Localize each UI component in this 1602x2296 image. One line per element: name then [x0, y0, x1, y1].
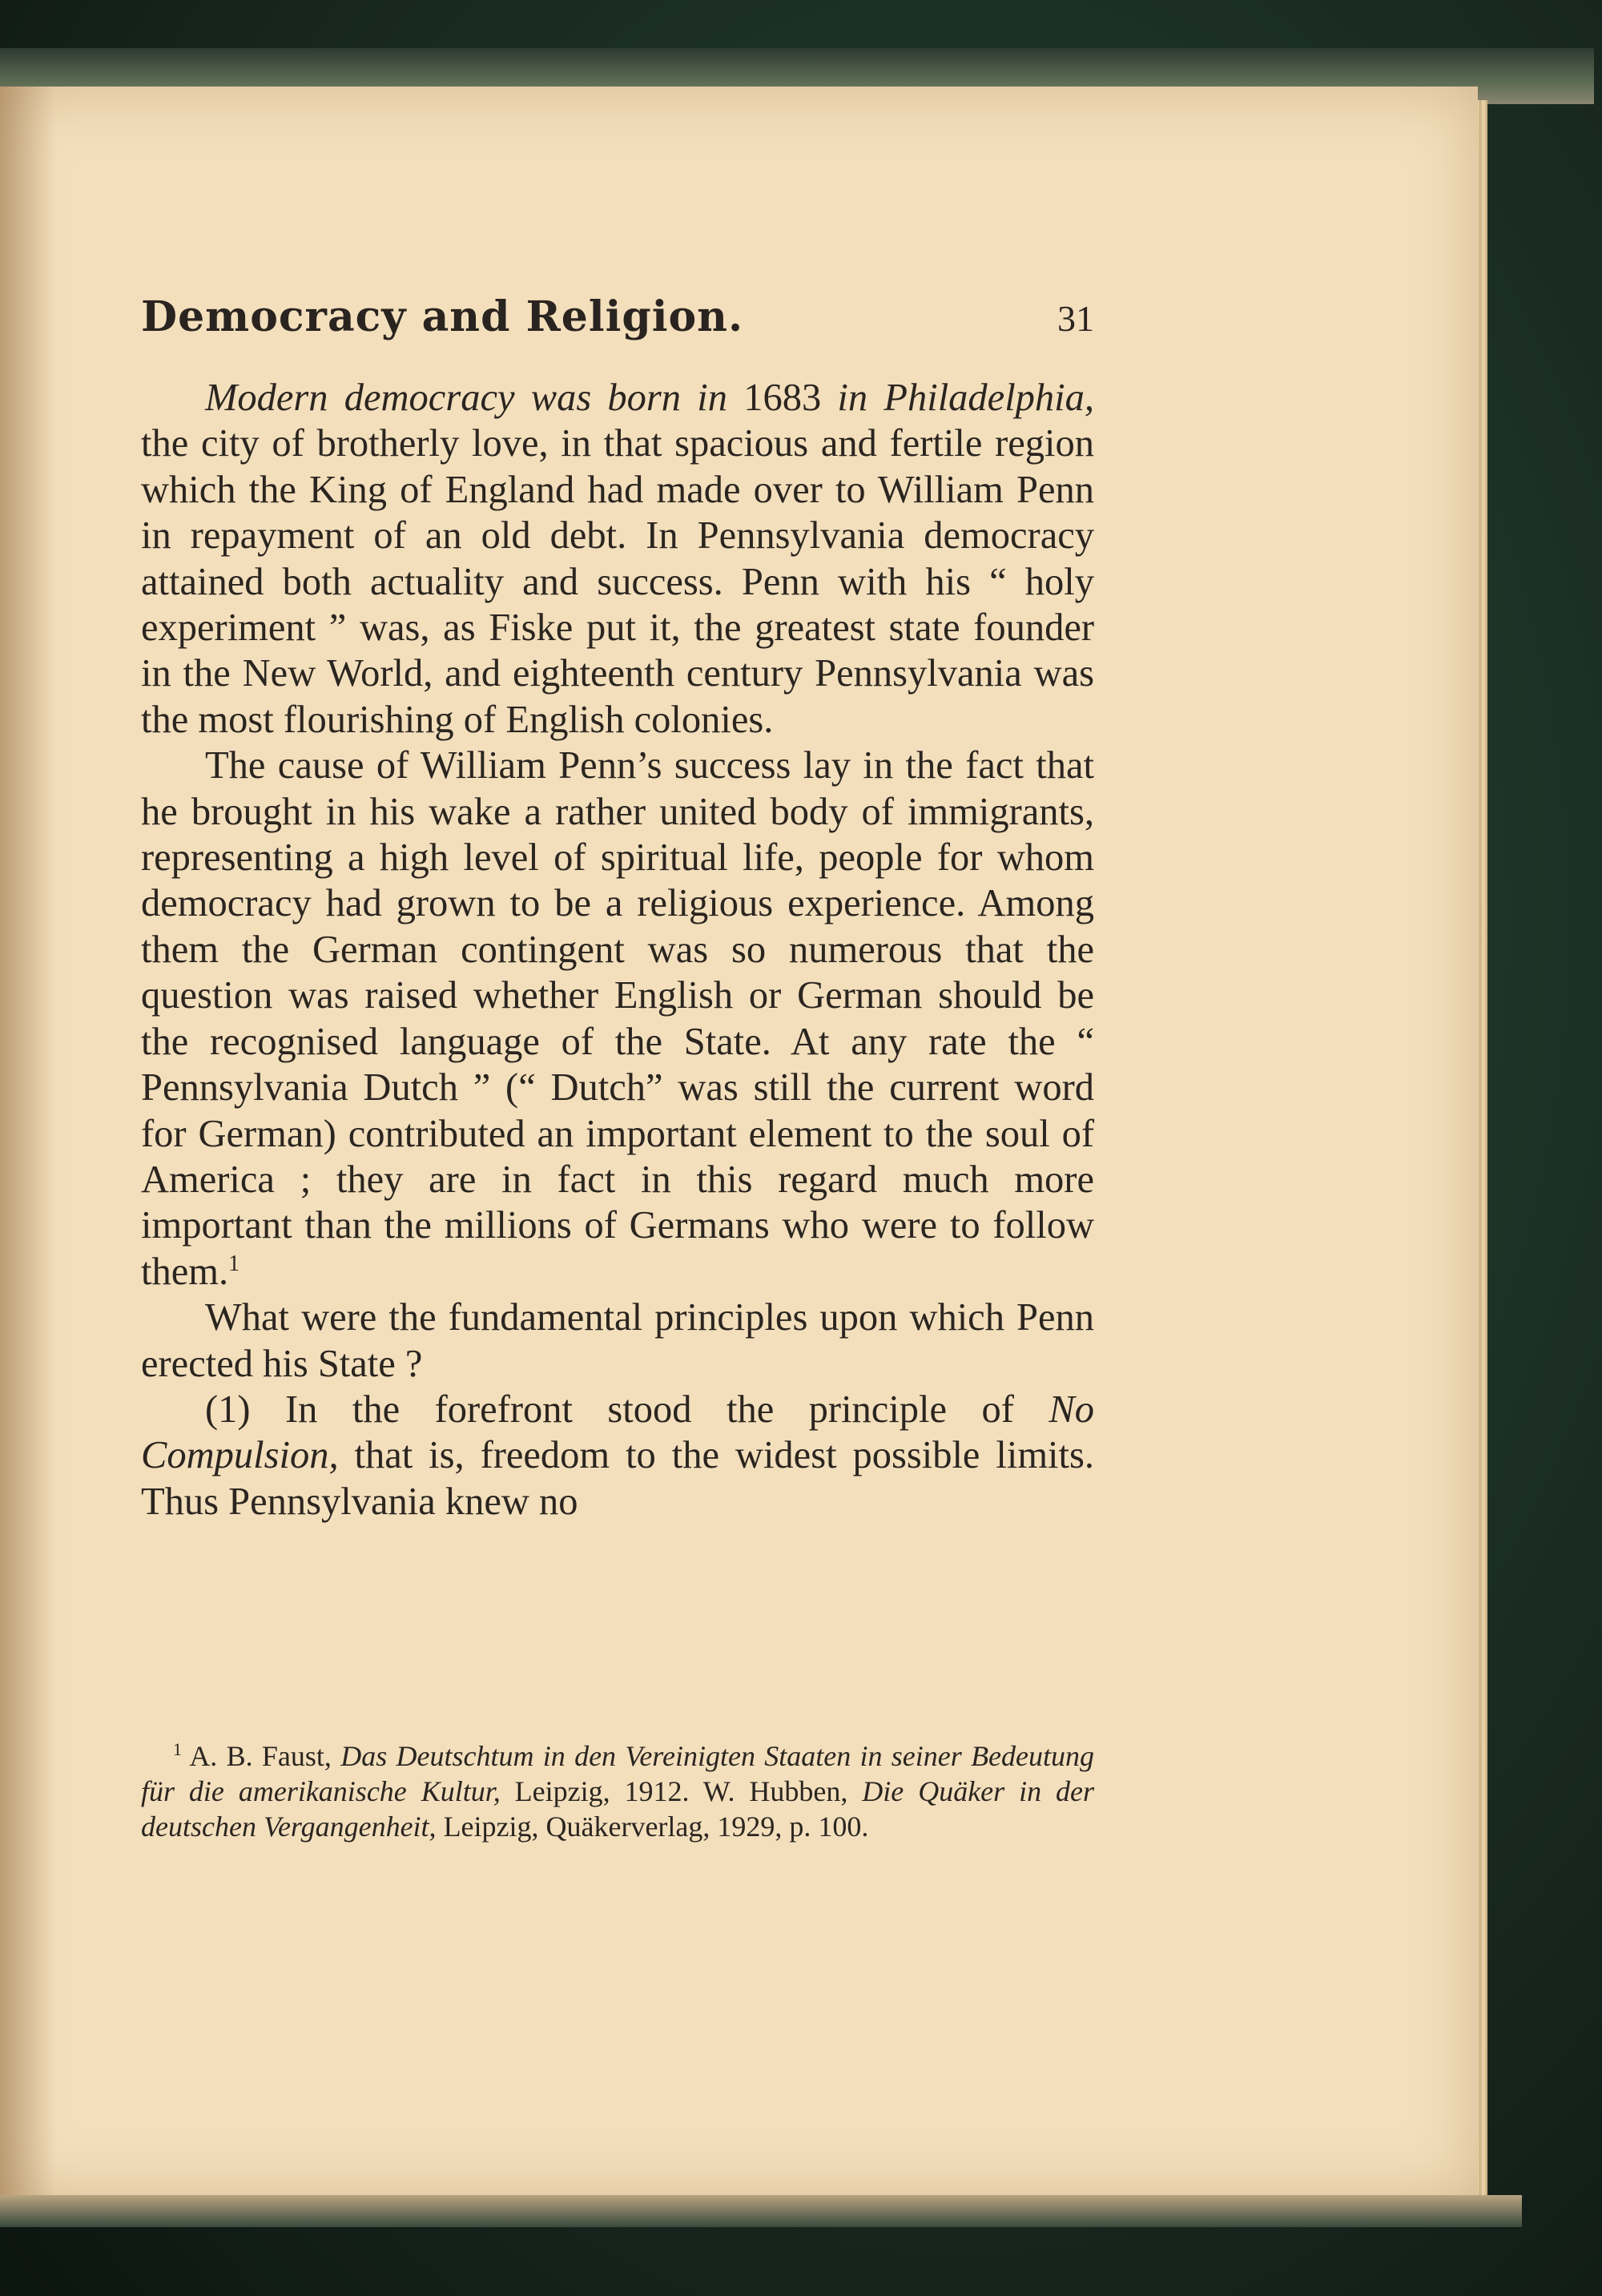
paragraph-3	[141, 1295, 1094, 1387]
paragraph-4-lead: (1) In the forefront stood the principle of	[205, 1388, 1014, 1431]
page-gutter-shadow	[0, 87, 56, 2201]
page-header	[141, 292, 1094, 340]
paragraph-4	[141, 1387, 1094, 1525]
paragraph-2	[141, 743, 1094, 1295]
footnote	[141, 1738, 1094, 1844]
paragraph-4-italic: No Compulsion,	[141, 1388, 1094, 1477]
paragraph-3-text: What were the fundamental principles upon which Penn erected his State ?	[141, 1296, 1094, 1385]
footnote-mid: Leipzig, 1912. W. Hubben,	[514, 1775, 848, 1807]
footnote-lead: A. B. Faust,	[189, 1740, 332, 1772]
book-bottom-edge	[0, 2195, 1522, 2227]
footnote-title-1: Das Deutschtum in den Vereinigten Staaten in seiner Bedeutung für die amerikanische Kultur,	[141, 1740, 1095, 1807]
footnote-title-2: Die Quäker in der deutschen Vergangenheit,	[141, 1775, 1094, 1843]
body-text	[141, 375, 1094, 1525]
footnote-text	[141, 1738, 1094, 1844]
paragraph-4-rest: that is, freedom to the widest possible limits. Thus Pennsylvania knew no	[141, 1434, 1095, 1523]
paragraph-1-italic-a: Modern democracy was born in	[205, 377, 727, 419]
page-number: 31	[1057, 298, 1094, 339]
footnote-mark: 1	[173, 1739, 182, 1759]
paragraph-1-italic-b: in Philadelphia,	[837, 377, 1095, 419]
paragraph-1-year: 1683	[743, 377, 822, 419]
paragraph-1	[141, 375, 1094, 743]
footnote-tail: Leipzig, Quäkerverlag, 1929, p. 100.	[443, 1811, 869, 1843]
paragraph-1-rest: the city of brotherly love, in that spacious and fertile region which the King of England had made over to William Penn in repayment of an old debt. In Pennsylvania democracy attained both actuality and success. Penn with his “ holy experiment ” was, as Fiske put it, the greatest state founder in the New World, and eighteenth century Pennsylvania was the most flourishing of English colonies.	[141, 422, 1094, 741]
running-title: Democracy and Religion.	[141, 292, 744, 341]
footnote-reference: 1	[228, 1251, 240, 1276]
paragraph-2-text: The cause of William Penn’s success lay in the fact that he brought in his wake a rather united body of immigrants, representing a high level of spiritual life, people for whom democracy had grown to be a religious experience. Among them the German contingent was so numerous that the question was raised whether English or German should be the recognised language of the State. At any rate the “ Pennsylvania Dutch ” (“ Dutch” was still the current word for German) contributed an important element to the soul of America ; they are in fact in this regard much more important than the millions of Germans who were to follow them.	[141, 744, 1094, 1293]
